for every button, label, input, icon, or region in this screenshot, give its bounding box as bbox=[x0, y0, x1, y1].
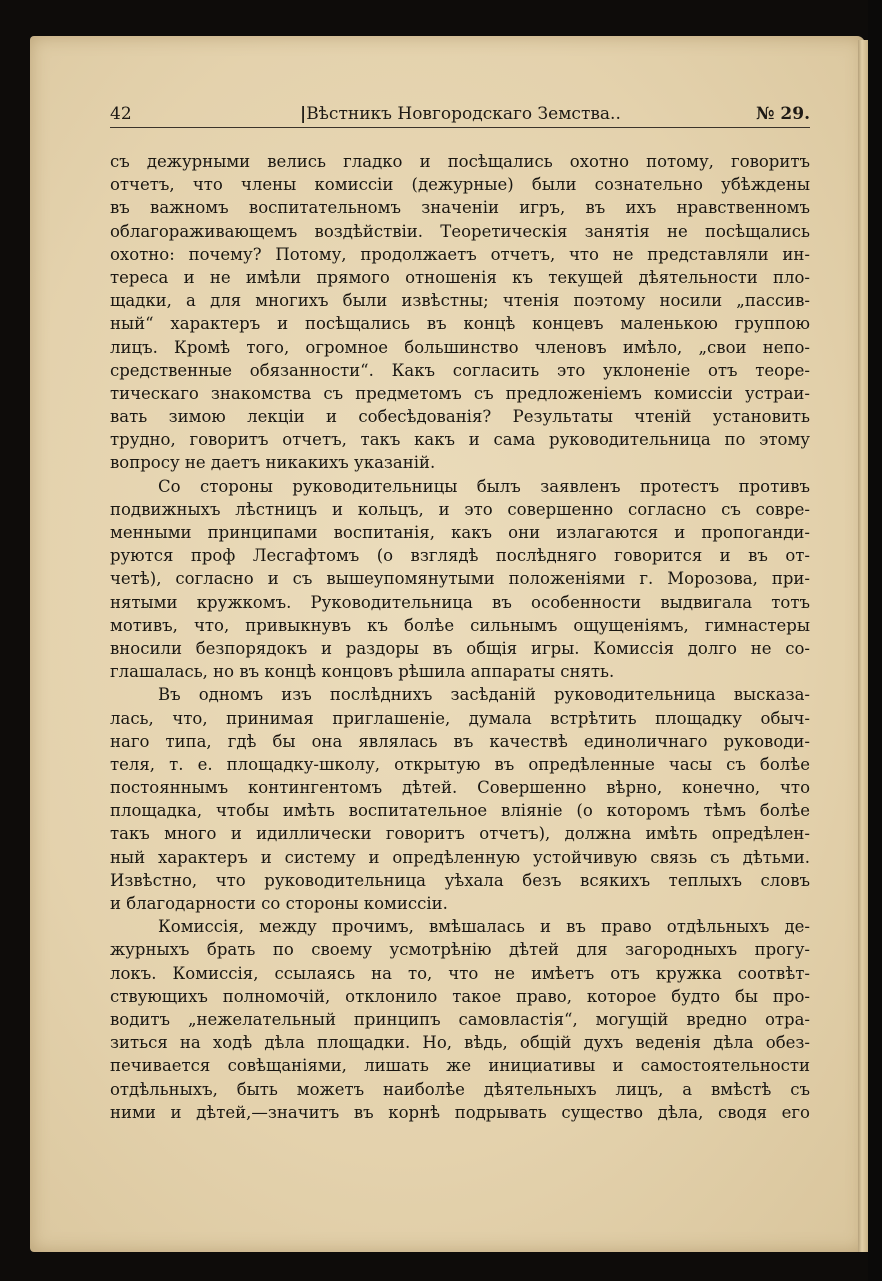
text-line: лицъ. Кромѣ того, огромное большинство членовъ имѣло, „свои непо- bbox=[110, 337, 810, 357]
text-line: отчетъ, что члены комиссіи (дежурные) были сознательно убѣждены bbox=[110, 175, 810, 195]
text-line: лась, что, принимая приглашеніе, думала встрѣтить площадку обыч- bbox=[110, 708, 810, 728]
journal-title: Вѣстникъ Новгородскаго Земства.. bbox=[306, 104, 621, 124]
text-line: вопросу не даетъ никакихъ указаній. bbox=[110, 453, 436, 473]
text-line: зиться на ходѣ дѣла площадки. Но, вѣдь, общій духъ веденія дѣла обез- bbox=[110, 1033, 810, 1053]
text-line: щадки, а для многихъ были извѣстны; чтенія поэтому носили „пассив- bbox=[110, 291, 810, 311]
text-line: Извѣстно, что руководительница уѣхала безъ всякихъ теплыхъ словъ bbox=[110, 870, 810, 890]
text-line: ный“ характеръ и посѣщались въ концѣ концевъ маленькою группою bbox=[110, 314, 810, 334]
text-line: охотно: почему? Потому, продолжаетъ отчетъ, что не представляли ин- bbox=[110, 244, 810, 264]
text-line: тереса и не имѣли прямого отношенія къ текущей дѣятельности пло- bbox=[110, 267, 810, 287]
text-line: ный характеръ и систему и опредѣленную устойчивую связь съ дѣтьми. bbox=[110, 847, 810, 867]
text-line: трудно, говоритъ отчетъ, такъ какъ и сама руководительница по этому bbox=[110, 430, 810, 450]
running-header bbox=[110, 100, 810, 130]
page-number: 42 bbox=[110, 104, 132, 124]
text-line: глашалась, но въ концѣ концовъ рѣшила аппараты снять. bbox=[110, 662, 615, 682]
text-line: ними и дѣтей,—значитъ въ корнѣ подрывать существо дѣла, сводя его bbox=[110, 1102, 810, 1122]
text-line: отдѣльныхъ, быть можетъ наиболѣе дѣятельныхъ лицъ, а вмѣстѣ съ bbox=[110, 1079, 810, 1099]
text-line: ствующихъ полномочій, отклонило такое право, которое будто бы про- bbox=[110, 986, 810, 1006]
text-line: Въ одномъ изъ послѣднихъ засѣданій руководительница высказа- bbox=[158, 685, 810, 705]
text-line: съ дежурными велись гладко и посѣщались охотно потому, говоритъ bbox=[110, 152, 810, 171]
issue-number: № 29. bbox=[756, 104, 810, 124]
text-line: постояннымъ контингентомъ дѣтей. Совершенно вѣрно, конечно, что bbox=[110, 778, 810, 798]
text-line: площадка, чтобы имѣть воспитательное вліяніе (о которомъ тѣмъ болѣе bbox=[110, 801, 810, 821]
text-line: нятыми кружкомъ. Руководительница въ особенности выдвигала тотъ bbox=[110, 592, 810, 612]
text-line: наго типа, гдѣ бы она являлась въ качествѣ единоличнаго руководи- bbox=[110, 731, 810, 751]
text-line: Комиссія, между прочимъ, вмѣшалась и въ право отдѣльныхъ де- bbox=[158, 917, 810, 937]
text-line: менными принципами воспитанія, какъ они излагаются и пропоганди- bbox=[110, 523, 810, 542]
text-line: четѣ), согласно и съ вышеупомянутыми положеніями г. Морозова, при- bbox=[110, 569, 810, 589]
text-line: вать зимою лекціи и собесѣдованія? Результаты чтеній установить bbox=[110, 407, 810, 427]
text-line: тическаго знакомства съ предметомъ съ предложеніемъ комиссіи устраи- bbox=[110, 383, 810, 403]
header-bar: | bbox=[300, 104, 307, 124]
text-line: облагораживающемъ воздѣйствіи. Теоретическія занятія не посѣщались bbox=[110, 221, 810, 241]
text-line: и благодарности со стороны комиссіи. bbox=[110, 894, 448, 913]
header-rule bbox=[110, 127, 810, 128]
text-line: журныхъ брать по своему усмотрѣнію дѣтей для загородныхъ прогу- bbox=[110, 940, 810, 960]
text-line: мотивъ, что, привыкнувъ къ болѣе сильнымъ ощущеніямъ, гимнастеры bbox=[110, 615, 810, 635]
page-edge bbox=[858, 40, 868, 1252]
text-line: Со стороны руководительницы былъ заявленъ протестъ противъ bbox=[158, 476, 810, 496]
text-line: теля, т. е. площадку-школу, открытую въ опредѣленные часы съ болѣе bbox=[110, 754, 810, 774]
text-line: средственные обязанности“. Какъ согласить это уклоненіе отъ теоре- bbox=[110, 360, 810, 380]
scan-border bbox=[868, 0, 882, 1281]
text-line: водитъ „нежелательный принципъ самовластія“, могущій вредно отра- bbox=[110, 1009, 810, 1029]
text-line: печивается совѣщаніями, лишать же инициативы и самостоятельности bbox=[110, 1056, 810, 1076]
text-line: вносили безпорядокъ и раздоры въ общія игры. Комиссія долго не со- bbox=[110, 638, 810, 658]
text-line: такъ много и идиллически говоритъ отчетъ), должна имѣть опредѣлен- bbox=[110, 824, 810, 844]
body-text bbox=[110, 150, 810, 1124]
running-title bbox=[300, 104, 621, 124]
text-line: подвижныхъ лѣстницъ и кольцъ, и это совершенно согласно съ совре- bbox=[110, 499, 810, 519]
text-line: локъ. Комиссія, ссылаясь на то, что не имѣетъ отъ кружка соотвѣт- bbox=[110, 963, 810, 983]
text-line: въ важномъ воспитательномъ значеніи игръ, въ ихъ нравственномъ bbox=[110, 198, 810, 218]
text-line: руются проф Лесгафтомъ (о взглядѣ послѣдняго говорится и въ от- bbox=[110, 546, 810, 566]
